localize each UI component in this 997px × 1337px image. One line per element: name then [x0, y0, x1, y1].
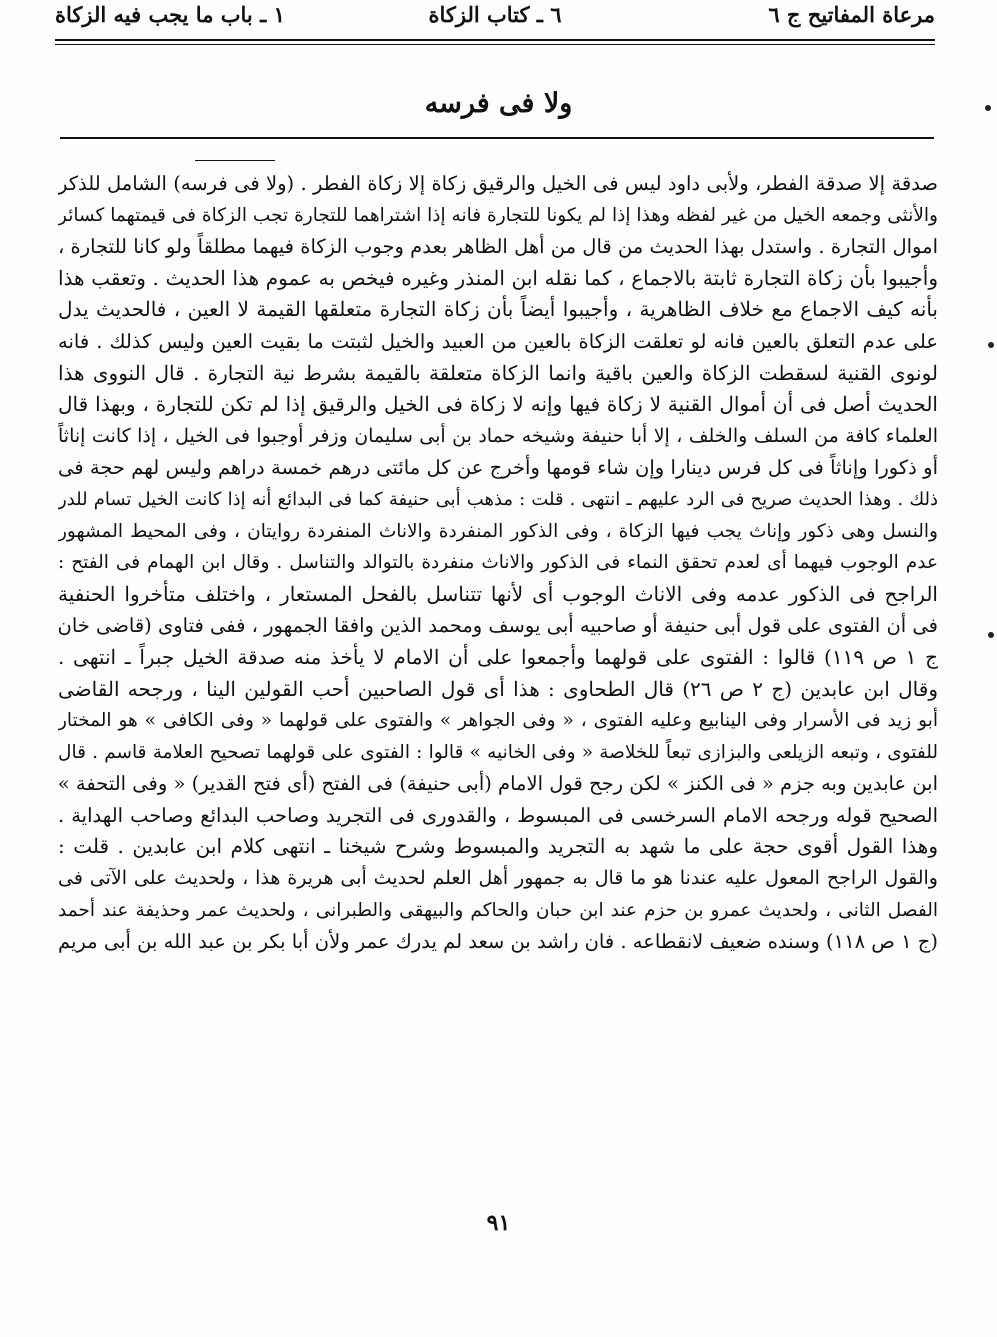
running-head-chapter: ٦ ـ كتاب الزكاة	[428, 2, 562, 27]
text-line: الفصل الثانى ، ولحديث عمرو بن حزم عند ابن حبان والحاكم والبيهقى والطبرانى ، ولحديث عمر وحذيفة عند أحمد	[58, 899, 938, 921]
text-line: العلماء كافة من السلف والخلف ، إلا أبا حنيفة وشيخه حماد بن أبى سليمان وزفر أوجبوا فى الخيل ، إذا كانت إناثاً	[58, 424, 938, 447]
margin-mark	[988, 632, 994, 638]
page-number: ٩١	[486, 1210, 511, 1236]
margin-mark	[988, 342, 994, 348]
text-line: والأنثى وجمعه الخيل من غير لفظه وهذا إذا لم يكونا للتجارة فانه إذا اشتراهما للتجارة تجب الزكاة فى قيمتهما كسائر	[58, 204, 938, 226]
text-line: والنسل وهى ذكور وإناث يجب فيها الزكاة ، وفى الذكور المنفردة والاناث المنفردة روايتان ، وفى المحيط المشهور	[58, 520, 938, 542]
text-line: على عدم التعلق بالعين فانه لو تعلقت الزكاة بالعين من العبيد والخيل لثبتت ما بقيت العين وليس كذلك . فانه	[58, 329, 938, 353]
text-line: بأنه كيف الاجماع مع خلاف الظاهرية ، وأجيبوا أيضاً بأن زكاة التجارة متعلقها القيمة لا العين ، فالحديث يدل	[58, 297, 938, 322]
header-rule-top	[55, 39, 935, 41]
section-heading: ولا فى فرسه	[424, 88, 573, 119]
text-line: أبو زيد فى الأسرار وفى الينابيع وعليه الفتوى ، « وفى الجواهر » والفتوى على قولهما « وفى الكافى » هو المختار	[58, 710, 938, 732]
text-line: ابن عابدين وبه جزم « فى الكنز » لكن رجح قول الامام (أبى حنيفة) فى الفتح (أى فتح القدير) « وفى التحفة »	[58, 772, 938, 796]
text-line: وقال ابن عابدين (ج ٢ ص ٢٦) قال الطحاوى : هذا أى قول الصاحبين أحب القولين الينا ، ورجحه القاضى	[58, 676, 938, 701]
heading-divider	[60, 137, 934, 139]
text-line: وأجيبوا بأن زكاة التجارة ثابتة بالاجماع ، كما نقله ابن المنذر وغيره فيخص به عموم هذا الحديث . وتعقب هذا	[58, 265, 938, 290]
text-line: فى أن الفتوى على قول أبى حنيفة أو صاحبيه أبى يوسف ومحمد الذين وافقا الجمهور ، ففى فتاوى (قاضى خان	[58, 614, 938, 638]
header-rule-bottom	[55, 44, 935, 45]
text-line: صدقة إلا صدقة الفطر، ولأبى داود ليس فى الخيل والرقيق زكاة إلا زكاة الفطر . (ولا فى فرسه) الشامل للذكر	[58, 172, 938, 195]
text-line: عدم الوجوب فيهما أى لعدم تحقق النماء فى الذكور والاناث منفردة بالتوالد والتناسل . وقال ابن الهمام فى الفتح :	[58, 552, 938, 574]
text-line: الراجح فى الذكور عدمه وفى الاناث الوجوب أى لأنها تتناسل بالفحل المستعار ، واختلف متأخروا الحنفية	[58, 581, 938, 606]
text-line: للفتوى ، وتبعه الزيلعى والبزازى تبعاً للخلاصة « وفى الخانيه » قالوا : الفتوى على قولهما تصحيح العلامة قاسم . قال	[58, 741, 938, 763]
footnote-short-rule	[195, 160, 275, 161]
running-head	[55, 2, 935, 36]
text-line: (ج ١ ص ١١٨) وسنده ضعيف لانقطاعه . فان راشد بن سعد لم يدرك عمر ولأن أبا بكر بن عبد الله بن أبى مريم	[58, 930, 938, 954]
text-line: أو ذكورا وإناثاً فى كل فرس دينارا وإن شاء قومها وأخرج عن كل مائتى درهم خمسة دراهم وليس لهم حجة فى	[58, 456, 938, 480]
text-line: وهذا القول أقوى حجة على ما شهد به التجريد والمبسوط وشرح شيخنا ـ انتهى كلام ابن عابدين . قلت :	[58, 834, 938, 859]
commentary-text	[58, 168, 938, 958]
text-line: اموال التجارة . واستدل بهذا الحديث من قال من أهل الظاهر بعدم وجوب الزكاة فيهما مطلقاً ولو كانا للتجارة ،	[58, 235, 938, 259]
text-line: لونوى القنية لسقطت الزكاة والعين باقية وانما الزكاة متعلقة بالقيمة بشرط نية التجارة . قال النووى هذا	[58, 360, 938, 385]
text-line: ذلك . وهذا الحديث صريح فى الرد عليهم ـ انتهى . قلت : مذهب أبى حنيفة كما فى البدائع أنه إذا كانت الخيل تسام للدر	[58, 488, 938, 510]
text-line: ج ١ ص ١١٩) قالوا : الفتوى على قولهما وأجمعوا على أن الامام لا يأخذ منه صدقة الخيل جبراً ـ انتهى .	[58, 644, 938, 669]
text-line: والقول الراجح المعول عليه عندنا هو ما قال به جمهور أهل العلم لحديث أبى هريرة هذا ، ولحديث على الآتى فى	[58, 867, 938, 890]
margin-mark	[985, 105, 991, 111]
text-line: الحديث أصل فى أن أموال القنية لا زكاة فيها وإنه لا زكاة فى الخيل والرقيق إذا لم تكن للتجارة ، وبهذا قال	[58, 392, 938, 417]
running-head-book-title: مرعاة المفاتيح ج ٦	[768, 2, 935, 27]
running-head-section: ١ ـ باب ما يجب فيه الزكاة	[55, 2, 285, 27]
text-line: الصحيح قوله ورجحه الامام السرخسى فى المبسوط ، والقدورى فى التجريد وصاحب البدائع وصاحب الهداية .	[58, 803, 938, 827]
